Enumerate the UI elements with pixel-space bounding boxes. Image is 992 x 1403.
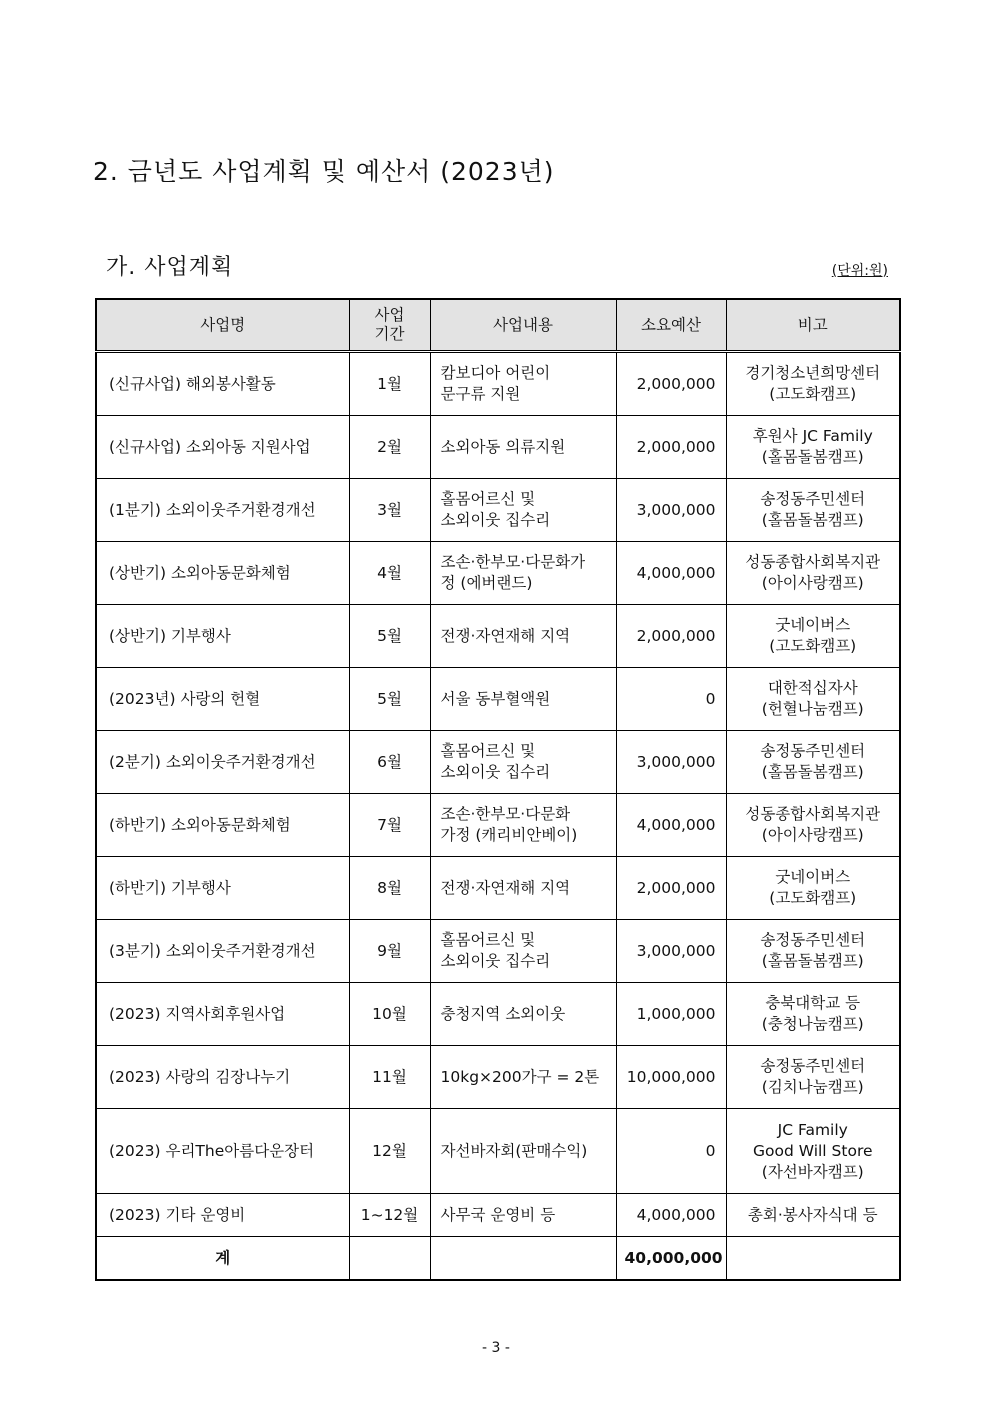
table-row [96, 1046, 900, 1109]
cell-content [430, 857, 616, 920]
table-row [96, 731, 900, 794]
cell-name: (상반기) 기부행사 [96, 605, 349, 668]
header-period [349, 299, 430, 352]
cell-period: 10월 [349, 983, 430, 1046]
cell-period: 1월 [349, 352, 430, 416]
cell-budget: 3,000,000 [616, 920, 726, 983]
cell-note-line: (김치나눔캠프) [761, 1078, 864, 1096]
total-label: 계 [96, 1237, 349, 1281]
cell-budget: 1,000,000 [616, 983, 726, 1046]
cell-note-line: 성동종합사회복지관 [745, 553, 881, 571]
table-total-row [96, 1237, 900, 1281]
cell-note-line: 성동종합사회복지관 [745, 805, 881, 823]
cell-note [726, 1194, 900, 1237]
cell-note-line: 대한적십자사 [767, 679, 858, 697]
cell-period: 12월 [349, 1109, 430, 1194]
table-row [96, 857, 900, 920]
cell-budget: 2,000,000 [616, 352, 726, 416]
cell-name: (2023) 지역사회후원사업 [96, 983, 349, 1046]
cell-name: (1분기) 소외이웃주거환경개선 [96, 479, 349, 542]
total-note-empty [726, 1237, 900, 1281]
cell-content-line: 전쟁·자연재해 지역 [440, 878, 571, 897]
cell-budget: 10,000,000 [616, 1046, 726, 1109]
cell-note-line: (고도화캠프) [769, 385, 857, 403]
cell-budget: 4,000,000 [616, 1194, 726, 1237]
cell-period: 1~12월 [349, 1194, 430, 1237]
cell-content [430, 605, 616, 668]
cell-content-line: 소외이웃 집수리 [440, 511, 551, 529]
cell-content [430, 794, 616, 857]
cell-name: (2023) 우리The아름다운장터 [96, 1109, 349, 1194]
header-note: 비고 [726, 299, 900, 352]
cell-budget: 3,000,000 [616, 731, 726, 794]
cell-budget: 4,000,000 [616, 794, 726, 857]
cell-name: (2023) 사랑의 김장나누기 [96, 1046, 349, 1109]
table-row [96, 542, 900, 605]
total-period-empty [349, 1237, 430, 1281]
cell-note-line: JC Family [777, 1120, 848, 1139]
cell-period: 2월 [349, 416, 430, 479]
cell-note-line: 충북대학교 등 [765, 994, 861, 1012]
cell-content-line: 충청지역 소외이웃 [440, 1004, 566, 1023]
cell-note [726, 1109, 900, 1194]
cell-name: (하반기) 기부행사 [96, 857, 349, 920]
cell-note [726, 668, 900, 731]
sub-title: 가. 사업계획 [106, 255, 234, 280]
cell-content [430, 542, 616, 605]
table-row [96, 983, 900, 1046]
cell-content [430, 668, 616, 731]
table-row [96, 479, 900, 542]
cell-content [430, 352, 616, 416]
cell-note [726, 983, 900, 1046]
cell-content-line: 조손·한부모·다문화가 [440, 553, 586, 571]
cell-name: (하반기) 소외아동문화체험 [96, 794, 349, 857]
cell-period: 9월 [349, 920, 430, 983]
cell-note-line: (홀몸돌봄캠프) [761, 448, 864, 466]
cell-content [430, 479, 616, 542]
cell-period: 6월 [349, 731, 430, 794]
cell-budget: 3,000,000 [616, 479, 726, 542]
cell-content [430, 416, 616, 479]
cell-period: 5월 [349, 668, 430, 731]
cell-note-line: (헌혈나눔캠프) [761, 700, 864, 718]
cell-note [726, 479, 900, 542]
cell-content-line: 가정 (캐리비안베이) [440, 826, 578, 844]
total-content-empty [430, 1237, 616, 1281]
header-period-line1: 사업 [374, 306, 405, 324]
cell-content [430, 731, 616, 794]
cell-note-line: (홀몸돌봄캠프) [761, 952, 864, 970]
cell-note-line: 굿네이버스 [775, 868, 851, 886]
cell-note-line: (고도화캠프) [769, 637, 857, 655]
cell-content-line: 홀몸어르신 및 [440, 490, 536, 508]
cell-content-line: 조손·한부모·다문화 [440, 805, 571, 823]
header-name: 사업명 [96, 299, 349, 352]
cell-budget: 0 [616, 668, 726, 731]
cell-note-line: (충청나눔캠프) [761, 1015, 864, 1033]
cell-note [726, 605, 900, 668]
cell-note-line: 송정동주민센터 [760, 742, 866, 760]
header-budget: 소요예산 [616, 299, 726, 352]
cell-name: (상반기) 소외아동문화체험 [96, 542, 349, 605]
cell-note-line: 송정동주민센터 [760, 931, 866, 949]
header-period-line2: 기간 [374, 325, 405, 343]
table-header-row [96, 299, 900, 352]
table-row [96, 352, 900, 416]
cell-period: 8월 [349, 857, 430, 920]
cell-name: (3분기) 소외이웃주거환경개선 [96, 920, 349, 983]
cell-note-line: 총회·봉사자식대 등 [747, 1205, 878, 1224]
cell-content-line: 정 (에버랜드) [440, 574, 533, 592]
cell-period: 4월 [349, 542, 430, 605]
table-row [96, 416, 900, 479]
cell-content-line: 서울 동부혈액원 [440, 689, 551, 708]
cell-note [726, 920, 900, 983]
cell-content-line: 소외아동 의류지원 [440, 437, 566, 456]
total-budget: 40,000,000 [616, 1237, 726, 1281]
cell-note [726, 416, 900, 479]
table-row [96, 794, 900, 857]
cell-period: 3월 [349, 479, 430, 542]
cell-budget: 2,000,000 [616, 605, 726, 668]
cell-content-line: 소외이웃 집수리 [440, 952, 551, 970]
cell-content [430, 1194, 616, 1237]
cell-budget: 0 [616, 1109, 726, 1194]
business-plan-table [95, 298, 901, 1281]
cell-note [726, 352, 900, 416]
cell-note-line: 송정동주민센터 [760, 490, 866, 508]
header-content: 사업내용 [430, 299, 616, 352]
table-row [96, 920, 900, 983]
cell-note-line: (아이사랑캠프) [761, 574, 864, 592]
cell-budget: 4,000,000 [616, 542, 726, 605]
table-body [96, 352, 900, 1281]
cell-note-line: 후원사 JC Family [752, 427, 873, 445]
cell-note [726, 794, 900, 857]
cell-content-line: 10kg×200가구 = 2톤 [440, 1067, 600, 1086]
cell-note-line: Good Will Store [752, 1141, 873, 1160]
cell-budget: 2,000,000 [616, 416, 726, 479]
cell-period: 7월 [349, 794, 430, 857]
cell-content-line: 자선바자회(판매수익) [440, 1141, 588, 1160]
table-row [96, 605, 900, 668]
cell-note-line: 송정동주민센터 [760, 1057, 866, 1075]
table-row [96, 1109, 900, 1194]
cell-content [430, 1109, 616, 1194]
cell-name: (신규사업) 소외아동 지원사업 [96, 416, 349, 479]
cell-budget: 2,000,000 [616, 857, 726, 920]
cell-note [726, 1046, 900, 1109]
unit-label: (단위:원) [831, 263, 888, 279]
cell-note-line: 경기청소년희망센터 [745, 364, 881, 382]
cell-name: (2분기) 소외이웃주거환경개선 [96, 731, 349, 794]
cell-name: (2023) 기타 운영비 [96, 1194, 349, 1237]
table-row [96, 668, 900, 731]
cell-content [430, 1046, 616, 1109]
cell-content-line: 소외이웃 집수리 [440, 763, 551, 781]
cell-content-line: 홀몸어르신 및 [440, 931, 536, 949]
cell-content-line: 문구류 지원 [440, 385, 521, 403]
cell-name: (신규사업) 해외봉사활동 [96, 352, 349, 416]
cell-note [726, 857, 900, 920]
page-number: - 3 - [482, 1340, 510, 1356]
cell-note [726, 731, 900, 794]
cell-note-line: (아이사랑캠프) [761, 826, 864, 844]
cell-name: (2023년) 사랑의 헌혈 [96, 668, 349, 731]
cell-period: 5월 [349, 605, 430, 668]
cell-content [430, 983, 616, 1046]
cell-note-line: (고도화캠프) [769, 889, 857, 907]
cell-note-line: (자선바자캠프) [761, 1162, 864, 1181]
cell-period: 11월 [349, 1046, 430, 1109]
cell-note-line: 굿네이버스 [775, 616, 851, 634]
cell-note-line: (홀몸돌봄캠프) [761, 511, 864, 529]
cell-content-line: 홀몸어르신 및 [440, 742, 536, 760]
cell-content-line: 캄보디아 어린이 [440, 364, 551, 382]
section-title: 2. 금년도 사업계획 및 예산서 (2023년) [93, 157, 555, 186]
table-row [96, 1194, 900, 1237]
cell-content-line: 전쟁·자연재해 지역 [440, 626, 571, 645]
cell-note [726, 542, 900, 605]
cell-content-line: 사무국 운영비 등 [440, 1205, 556, 1224]
cell-note-line: (홀몸돌봄캠프) [761, 763, 864, 781]
cell-content [430, 920, 616, 983]
